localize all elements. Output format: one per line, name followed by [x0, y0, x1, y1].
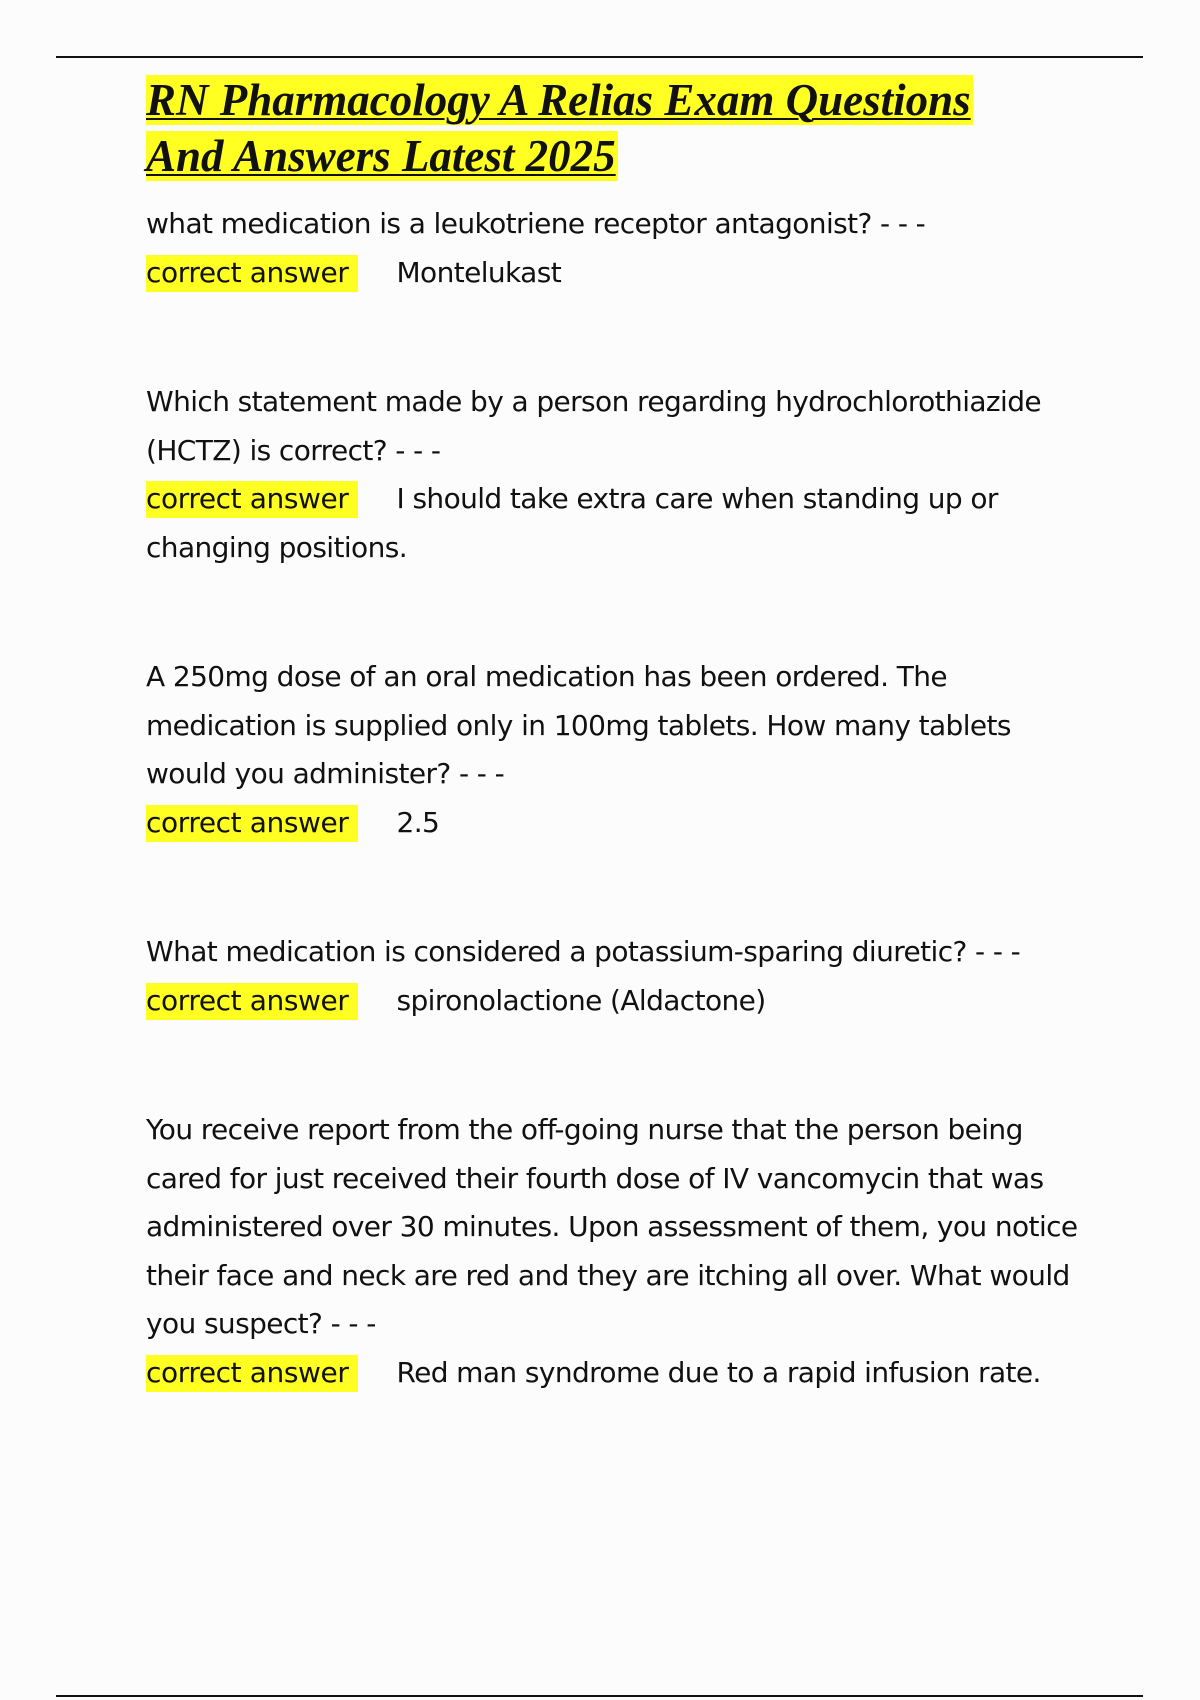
answer-row	[146, 249, 1086, 298]
question-text: Which statement made by a person regarding hydrochlorothiazide (HCTZ) is correct? - - -	[146, 385, 1042, 467]
footer-rule	[56, 1695, 1143, 1697]
answer-row	[146, 1349, 1086, 1398]
answer-row	[146, 799, 1086, 848]
title-line-2: And Answers Latest 2025	[146, 131, 616, 181]
qa-item	[146, 928, 1086, 1025]
answer-label: correct answer	[146, 1355, 358, 1392]
answer-label: correct answer	[146, 481, 358, 518]
qa-item	[146, 653, 1086, 847]
answer-text: 2.5	[396, 805, 440, 839]
answer-row	[146, 977, 1086, 1026]
answer-label: correct answer	[146, 805, 358, 842]
document-body	[146, 72, 1086, 1478]
answer-text: I should take extra care when standing up or changing positions.	[146, 482, 998, 564]
answer-text: Red man syndrome due to a rapid infusion rate.	[396, 1355, 1041, 1389]
answer-row	[146, 475, 1086, 572]
question-text: You receive report from the off-going nurse that the person being cared for just received their fourth dose of IV vancomycin that was administered over 30 minutes. Upon assessment of them, you notice their face and neck are red and they are itching all over. What would you suspect? - - -	[146, 1113, 1078, 1340]
answer-label: correct answer	[146, 255, 358, 292]
qa-item	[146, 1106, 1086, 1397]
answer-text: Montelukast	[396, 255, 562, 289]
question-text: A 250mg dose of an oral medication has been ordered. The medication is supplied only in 100mg tablets. How many tablets would you administer? - - -	[146, 660, 1011, 790]
qa-list	[146, 200, 1086, 1397]
answer-label: correct answer	[146, 983, 358, 1020]
header-rule	[56, 56, 1143, 58]
title-line-1: RN Pharmacology A Relias Exam Questions	[146, 75, 971, 125]
question-text: what medication is a leukotriene receptor antagonist? - - -	[146, 207, 926, 240]
document-title	[146, 72, 1086, 184]
answer-text: spironolactione (Aldactone)	[396, 983, 766, 1017]
question-text: What medication is considered a potassium-sparing diuretic? - - -	[146, 935, 1021, 968]
qa-item	[146, 200, 1086, 297]
qa-item	[146, 378, 1086, 572]
